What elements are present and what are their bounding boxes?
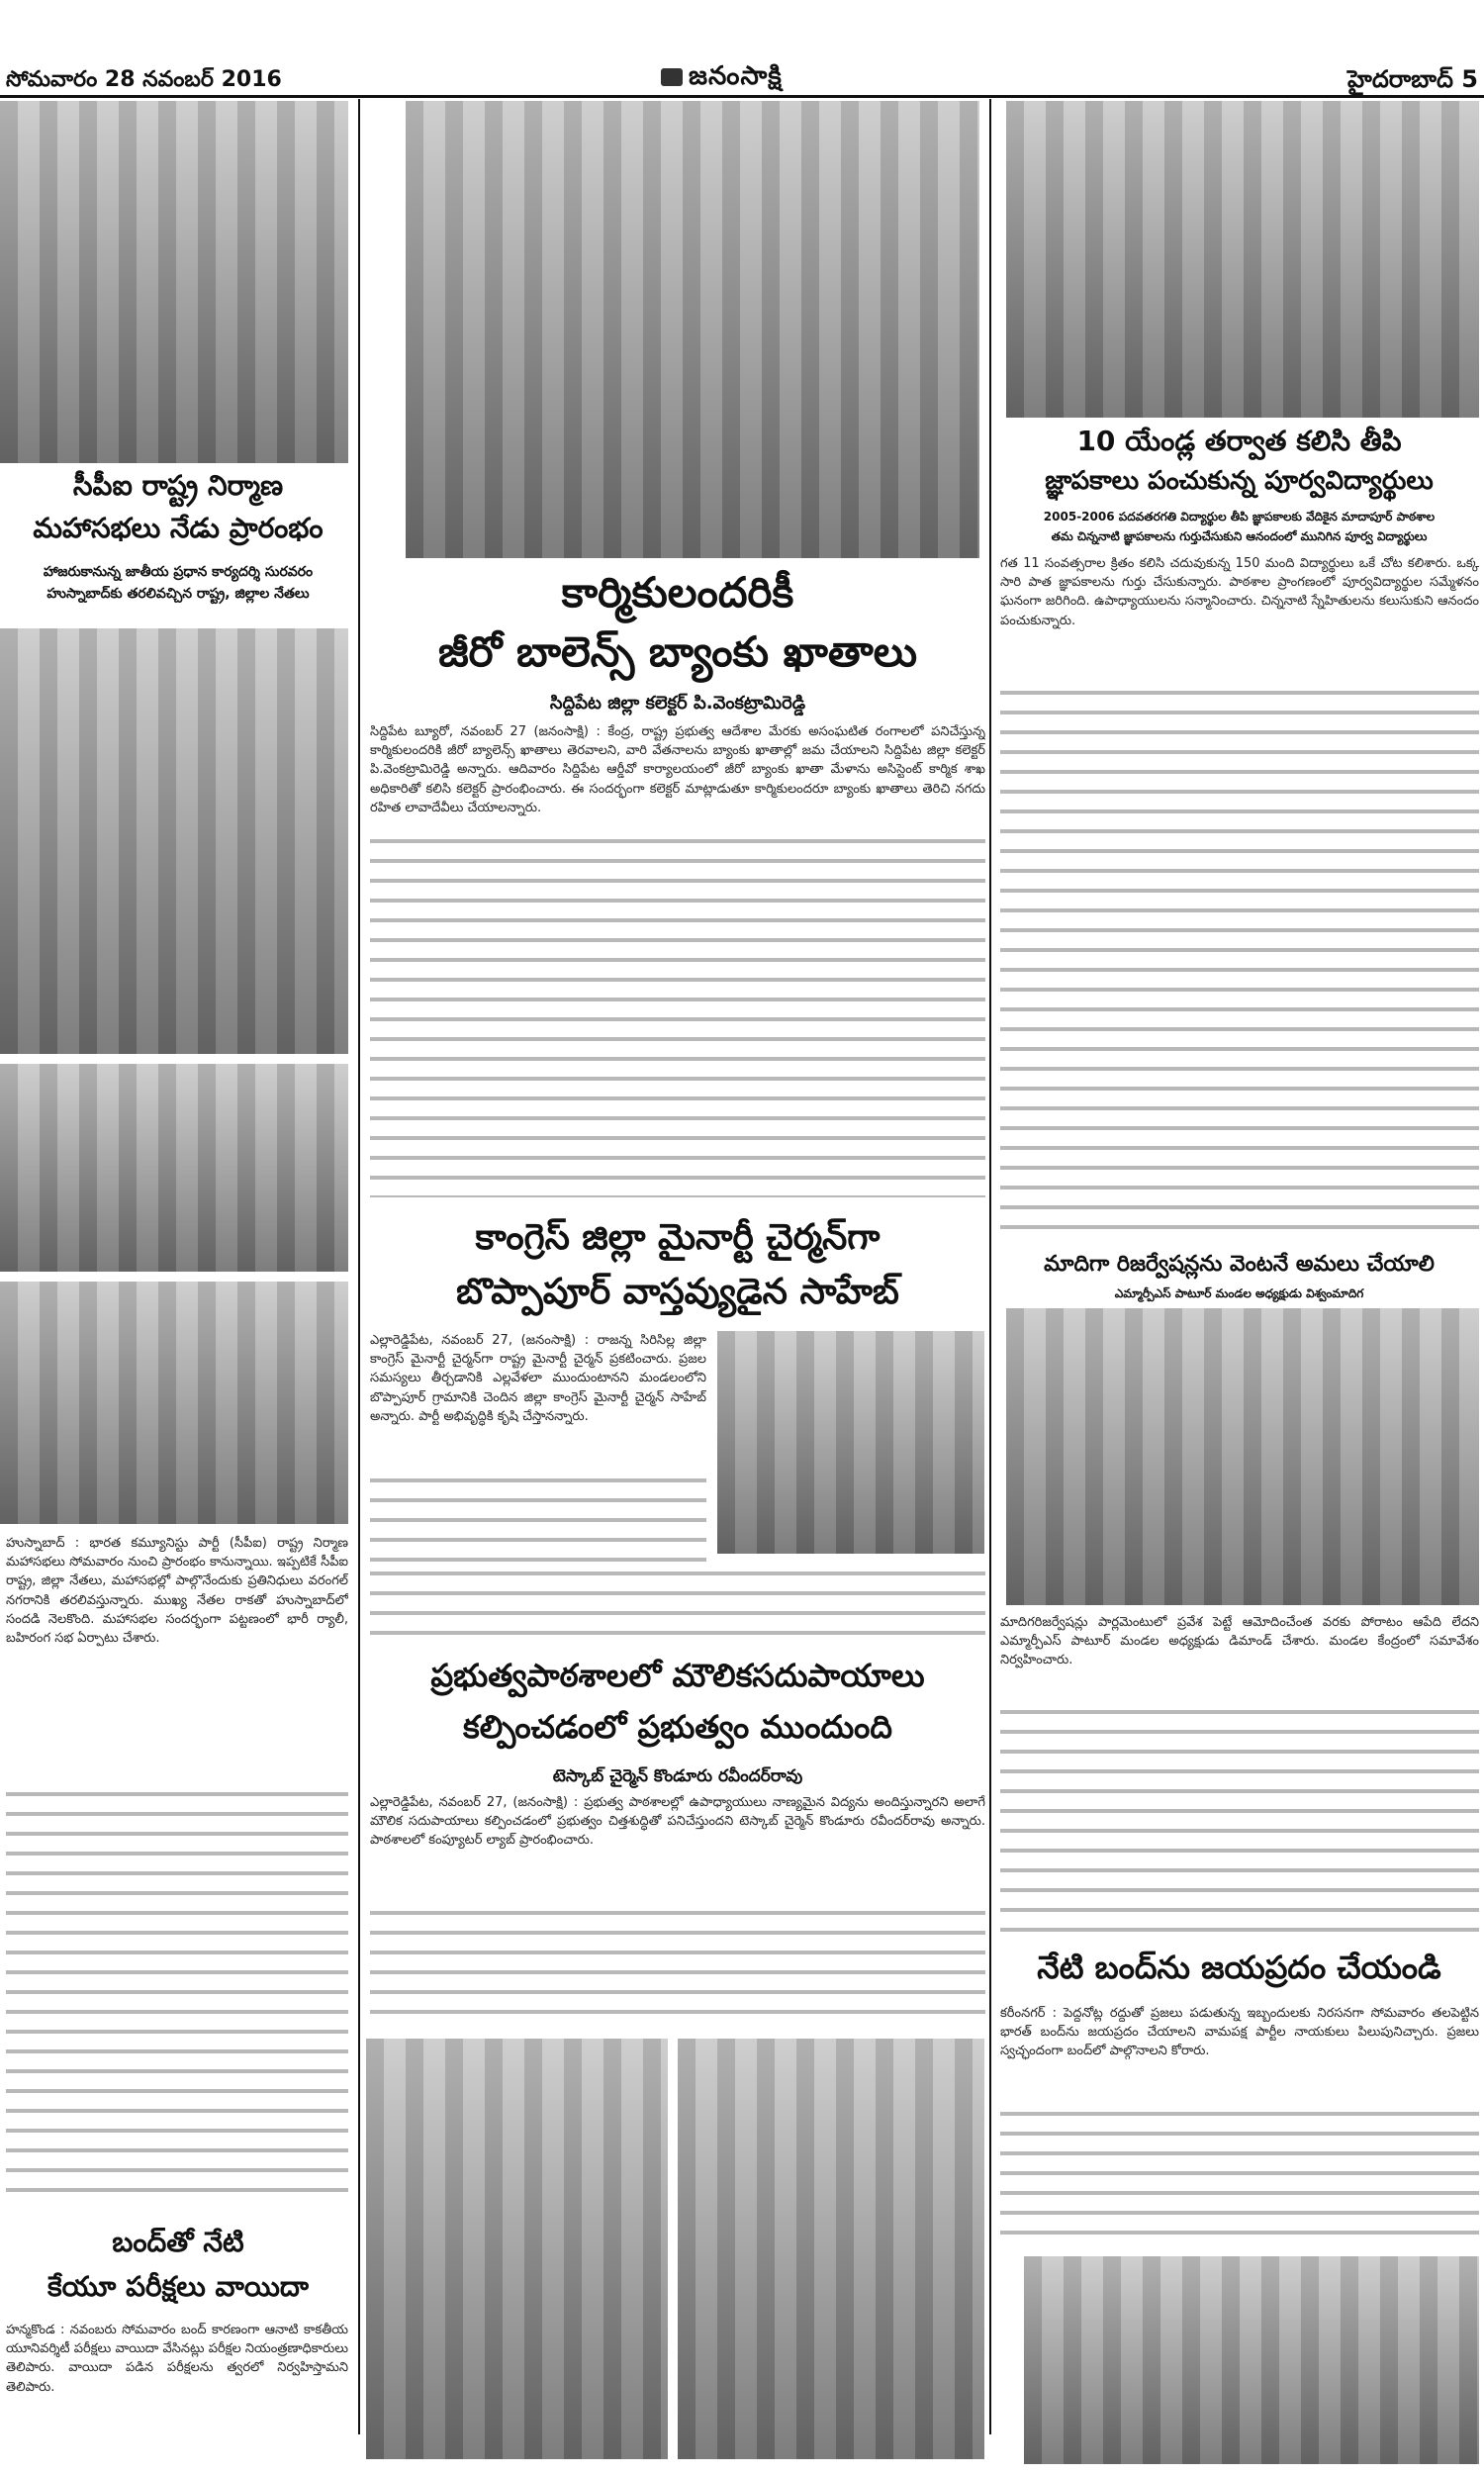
headline-alumni-line2: జ్ఞాపకాలు పంచుకున్న పూర్వవిద్యార్థులు [1045,466,1434,496]
headline-school-line2: కల్పించడంలో ప్రభుత్వం ముందుంది [463,1708,892,1746]
column-divider [989,99,991,2434]
article-ku-body: హన్మకొండ : నవంబరు సోమవారం బంద్ కారణంగా ఆనాటి కాకతీయ యూనివర్శిటీ పరీక్షలు వాయిదా వేసినట్లు పరీక్షల నియంత్రణాధికారులు తెలిపారు. వాయిదా పడిన పరీక్షలను త్వరలో నిర్వహిస్తామని తెలిపారు. [6,2323,348,2395]
article-bank-body: సిద్దిపేట బ్యూరో, నవంబర్ 27 (జనంసాక్షి) : కేంద్ర, రాష్ట్ర ప్రభుత్వ ఆదేశాల మేరకు అసంఘటిత రంగాలలో పనిచేస్తున్న కార్మికులందరికి జీరో బ్యాలెన్స్ ఖాతాలు తెరవాలని, వారి వేతనాలను బ్యాంకు ఖాతాల్లో జమ చేయాలని సిద్దిపేట జిల్లా కలెక్టర్ పి.వెంకట్రామిరెడ్డి అన్నారు. ఆదివారం సిద్దిపేట ఆర్డీవో కార్యాలయంలో జీరో బ్యాంకు ఖాతా మేళాను అసిస్టెంట్ కార్మిక శాఖ అధికారితో కలిసి కలెక్టర్ ప్రారంభించారు. ఈ సందర్భంగా కలెక్టర్ మాట్లాడుతూ కార్మికులందరూ బ్యాంకు ఖాతాలు తెరిచి నగదు రహిత లావాదేవీలు చేయాలన్నారు. [370,724,985,815]
article-school-body: ఎల్లారెడ్డిపేట, నవంబర్ 27, (జనంసాక్షి) : ప్రభుత్వ పాఠశాలల్లో ఉపాధ్యాయులు నాణ్యమైన విద్యను అందిస్తున్నారని అలాగే మౌలిక సదుపాయాలు కల్పించడంలో ప్రభుత్వం చిత్తశుద్ధితో పనిచేస్తుందని టెస్కాబ్ చైర్మెన్ కొండూరు రవీందర్‌రావు అన్నారు. పాఠశాలలో కంప్యూటర్ ల్యాబ్ ప్రారంభించారు. [370,1795,985,1849]
headline-minority-line1: కాంగ్రెస్ జిల్లా మైనార్టీ చైర్మన్‌గా [475,1217,881,1258]
subhead-mrps: ఎమ్మార్పీఎస్ పాటూర్ మండల అధ్యక్షుడు విశ్వంమాదిగ [1114,1286,1364,1300]
article-school-body-continued [370,1905,985,2029]
logo-icon [661,68,683,86]
photo-collector-handover [406,101,979,558]
photo-minority-chairman [717,1331,984,1554]
article-minority-body-continued [370,1473,706,1562]
subhead-alumni-2: తమ చిన్ననాటి జ్ఞాపకాలను గుర్తుచేసుకుని ఆనందంలో మునిగిన పూర్వ విద్యార్థులు [1051,529,1428,543]
photo-school-lamp-lighting [678,2039,984,2459]
photo-cpi-meeting [0,1282,348,1524]
subhead-cpi-1: హాజరుకానున్న జాతీయ ప్రధాన కార్యదర్శి సురవరం [43,564,314,580]
article-madiga-body-continued [1000,1704,1479,1932]
subhead-alumni-1: 2005-2006 పదవతరగతి విద్యార్థుల తీపి జ్ఞాపకాలకు వేదికైన మాదాపూర్ పాఠశాల [1043,510,1436,524]
article-alumni-body-continued [1000,685,1479,1239]
article-alumni-body: గత 11 సంవత్సరాల క్రితం కలిసి చదువుకున్న 150 మంది విద్యార్థులు ఒకే చోట కలిశారు. ఒక్క సారి పాత జ్ఞాపకాలను గుర్తు చేసుకున్నారు. పాఠశాల ప్రాంగణంలో పూర్వవిద్యార్థుల సమ్మేళనం ఘనంగా జరిగింది. ఉపాధ్యాయులను సన్మానించారు. చిన్ననాటి స్నేహితులను కలుసుకుని ఆనందం పంచుకున్నారు. [1000,556,1479,628]
article-madiga-body: మాదిగరిజర్వేషన్లు పార్లమెంటులో ప్రవేశ పెట్టే ఆమోదించేంత వరకు పోరాటం ఆపేది లేదని ఎమ్మార్పీఎస్ పాటూర్ మండల అధ్యక్షుడు డిమాండ్ చేశారు. మండల కేంద్రంలో సమావేశం నిర్వహించారు. [1000,1615,1479,1668]
headline-cpi-line1: సీపీఐ రాష్ట్ర నిర్మాణ [72,469,284,502]
headline-alumni-line1: 10 యేండ్ల తర్వాత కలిసి తీపి [1076,425,1402,457]
paper-logo [661,61,783,97]
headline-school-line1: ప్రభుత్వపాఠశాలలో మౌలికసదుపాయాలు [430,1657,925,1694]
article-cpi-body: హుస్నాబాద్ : భారత కమ్యూనిస్టు పార్టీ (సీపీఐ) రాష్ట్ర నిర్మాణ మహాసభలు సోమవారం నుంచి ప్రారంభం కానున్నాయి. ఇప్పటికే సీపీఐ రాష్ట్ర, జిల్లా నేతలు, మహాసభల్లో పాల్గొనేందుకు ప్రతినిధులు వరంగల్ నగరానికి తరలివస్తున్నారు. ముఖ్య నేతల రాకతో హుస్నాబాద్‌లో సందడి నెలకొంది. మహాసభల సందర్భంగా పట్టణంలో భారీ ర్యాలీ, బహిరంగ సభ ఏర్పాటు చేశారు. [6,1536,348,1647]
article-minority-body: ఎల్లారెడ్డిపేట, నవంబర్ 27, (జనంసాక్షి) : రాజన్న సిరిసిల్ల జిల్లా కాంగ్రెస్ మైనార్టీ చైర్మన్‌గా రాష్ట్ర మైనార్టీ చైర్మన్ ప్రకటించారు. ప్రజల సమస్యలు తీర్చడానికి ఎల్లవేళలా ముందుంటానని మండలంలోని బొప్పాపూర్ గ్రామానికి చెందిన జిల్లా కాంగ్రెస్ మైనార్టీ చైర్మన్ సాహేబ్ అన్నారు. పార్టీ అభివృద్ధికి కృషి చేస్తానన్నారు. [370,1333,706,1424]
article-cpi-body-continued [6,1786,348,2202]
photo-mrps-protest [1006,1308,1479,1605]
article-bandh-body-continued [1000,2106,1479,2244]
subhead-cpi-2: హుస్నాబాద్‌కు తరలివచ్చిన రాష్ట్ర, జిల్లాల నేతలు [46,586,310,602]
paper-name: జనంసాక్షి [689,61,783,91]
photo-bandh-leaders [1024,2256,1479,2464]
headline-bank-line1: కార్మికులందరికీ [561,568,794,617]
headline-bank-line2: జీరో బాలెన్స్ బ్యాంకు ఖాతాలు [437,627,918,676]
article-bank-body-continued [370,833,985,1197]
issue-date: సోమవారం 28 నవంబర్ 2016 [6,67,282,92]
headline-minority-line2: బొప్పాపూర్ వాస్తవ్యుడైన సాహేబ్ [456,1272,899,1312]
photo-cpi-gathering [0,628,348,1054]
headline-ku-line2: కేయూ పరీక్షలు వాయిదా [47,2270,309,2303]
subhead-collector: సిద్దిపేట జిల్లా కలెక్టర్ పి.వెంకట్రామిరెడ్డి [549,693,806,714]
headline-ku-line1: బంద్‌తో నేటి [112,2226,244,2258]
photo-cpi-banner [0,1064,348,1272]
headline-bandh: నేటి బంద్‌ను జయప్రదం చేయండి [1037,1949,1441,1986]
headline-cpi-line2: మహాసభలు నేడు ప్రారంభం [33,512,324,544]
photo-alumni-group [1006,101,1479,418]
masthead [0,0,1484,94]
column-divider [358,99,360,2434]
article-minority-body-bottom [370,1566,985,1645]
masthead-rule [0,95,1484,98]
page-city-number: హైదరాబాద్ 5 [1347,65,1478,93]
article-bandh-body: కరీంనగర్ : పెద్దనోట్ల రద్దుతో ప్రజలు పడుతున్న ఇబ్బందులకు నిరసనగా సోమవారం తలపెట్టిన భారత్ బంద్‌ను జయప్రదం చేయాలని వామపక్ష పార్టీల నాయకులు పిలుపునిచ్చారు. ప్రజలు స్వచ్ఛందంగా బంద్‌లో పాల్గొనాలని కోరారు. [1000,2006,1479,2059]
photo-school-speech [366,2039,668,2459]
headline-madiga: మాదిగా రిజర్వేషన్లను వెంటనే అమలు చేయాలి [1044,1252,1435,1277]
photo-cpi-rally [0,101,348,463]
subhead-tescab: టెస్కాబ్ చైర్మెన్ కొండూరు రవీందర్‌రావు [552,1766,803,1786]
